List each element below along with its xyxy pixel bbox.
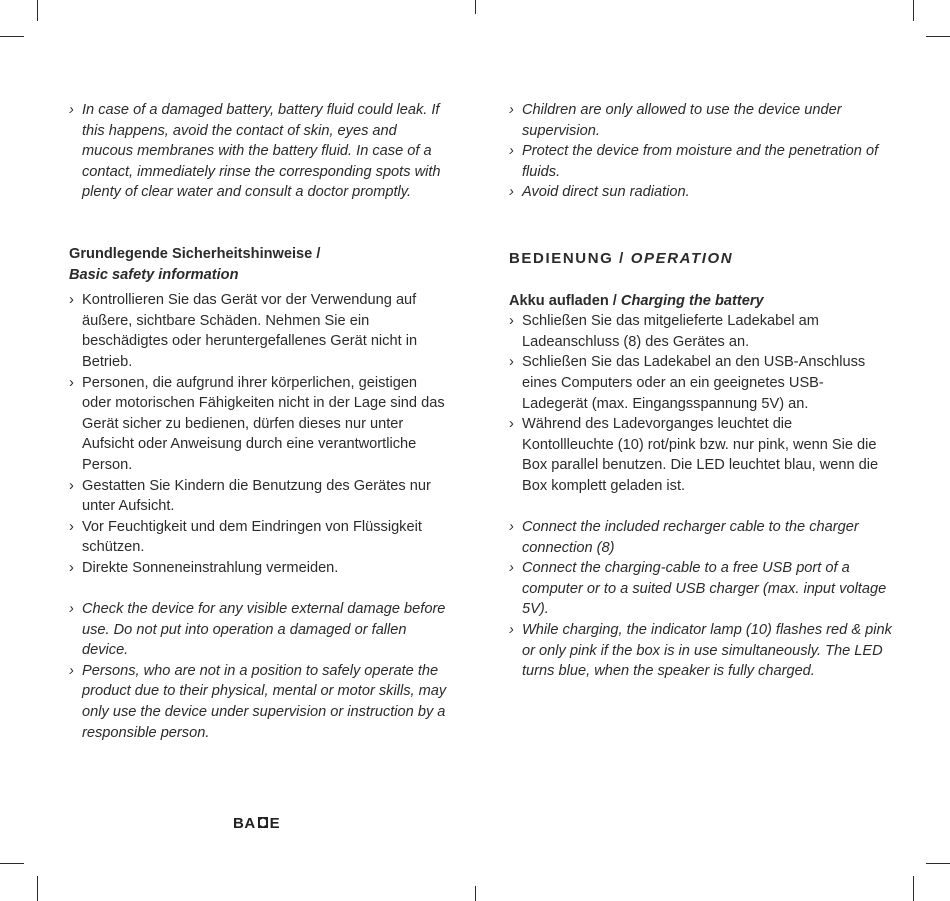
crop-mark [475, 0, 476, 14]
list-item: › Vor Feuchtigkeit und dem Eindringen von Flüssigkeit schützen. [69, 518, 422, 556]
crop-mark [913, 0, 914, 21]
right-column [509, 100, 909, 682]
list-item: › Avoid direct sun radiation. [509, 184, 690, 201]
charging-heading: Akku aufladen / Charging the battery [509, 292, 764, 309]
crop-mark [0, 36, 24, 37]
logo-mark-icon [256, 815, 270, 834]
list-item: › Kontrollieren Sie das Gerät vor der Verwendung auf äußere, sichtbare Schäden. Nehmen Sie ein beschädigtes oder heruntergefallenes Gerät nicht in Betrieb. [69, 292, 418, 370]
section-title: BEDIENUNG / OPERATION [509, 249, 734, 267]
list-item: › Gestatten Sie Kindern die Benutzung des Gerätes nur unter Aufsicht. [69, 477, 431, 515]
list-item: › Connect the charging-cable to a free USB port of a computer or to a suited USB charger (max. input voltage 5V). [509, 560, 887, 618]
charging-list-en [509, 517, 899, 682]
crop-mark [913, 876, 914, 901]
safety-list-de [69, 290, 449, 578]
list-item: › While charging, the indicator lamp (10) flashes red & pink or only pink if the box is in use simultaneously. The LED turns blue, when the speaker is fully charged. [509, 622, 892, 680]
charging-list-de [509, 311, 881, 496]
safety-list-en [69, 599, 449, 743]
list-item: › Schließen Sie das mitgelieferte Ladekabel am Ladeanschluss (8) des Gerätes an. [509, 313, 819, 350]
list-item: › Personen, die aufgrund ihrer körperlichen, geistigen oder motorischen Fähigkeiten nicht in der Lage sind das Gerät sicher zu bedienen, dürfen dieses nur unter Aufsicht oder Anweisung durch eine verantwortliche Person. [69, 374, 445, 473]
crop-mark [475, 886, 476, 901]
list-item: › Direkte Sonneneinstrahlung vermeiden. [69, 559, 339, 576]
list-item: › Protect the device from moisture and the penetration of fluids. [509, 143, 879, 180]
brand-logo: BA E [233, 815, 281, 832]
list-item: › Children are only allowed to use the device under supervision. [509, 102, 842, 139]
crop-mark [926, 36, 950, 37]
crop-mark [0, 863, 24, 864]
left-column [69, 100, 449, 743]
list-item: › In case of a damaged battery, battery fluid could leak. If this happens, avoid the contact of skin, eyes and mucous membranes with the battery fluid. In case of a contact, immediately rinse the corresponding spots with plenty of clear water and consult a doctor promptly. [69, 102, 441, 201]
safety-heading: Grundlegende Sicherheitshinweise / Basic safety information [69, 245, 321, 283]
bullet: › [69, 102, 74, 118]
safety-list-en-continued [509, 100, 879, 203]
crop-mark [37, 876, 38, 901]
list-item: › Während des Ladevorganges leuchtet die Kontollleuchte (10) rot/pink bzw. nur pink, wenn Sie die Box parallel benutzen. Die LED leuchtet blau, wenn die Box komplett geladen ist. [509, 416, 879, 494]
list-item: › Connect the included recharger cable to the charger connection (8) [509, 519, 859, 556]
battery-warning-list [69, 100, 449, 203]
list-item: › Persons, who are not in a position to safely operate the product due to their physical, mental or motor skills, may only use the device under supervision or instruction by a responsible person. [69, 662, 447, 741]
list-item: › Schließen Sie das Ladekabel an den USB-Anschluss eines Computers oder an ein geeignetes USB-Ladegerät (max. Eingangsspannung 5V) an. [509, 354, 866, 412]
crop-mark [37, 0, 38, 21]
list-item: › Check the device for any visible external damage before use. Do not put into operation a damaged or fallen device. [69, 601, 446, 659]
crop-mark [926, 863, 950, 864]
